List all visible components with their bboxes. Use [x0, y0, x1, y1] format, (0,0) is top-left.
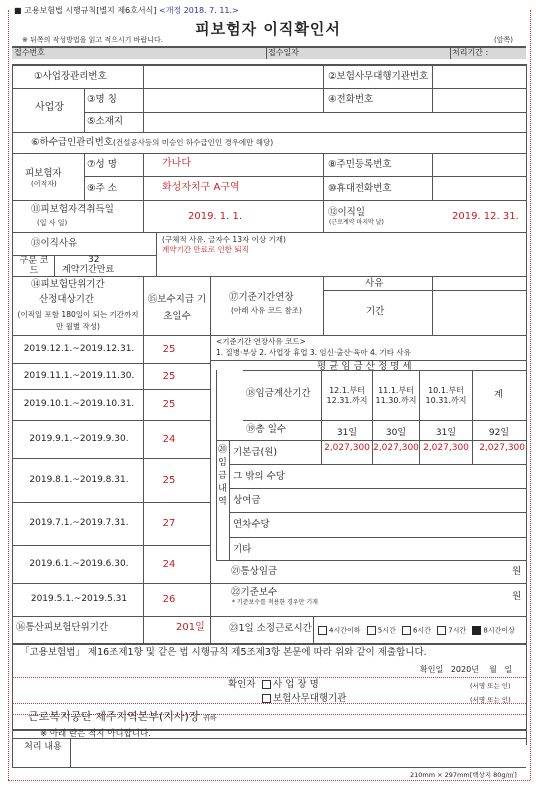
standard-pay-unit: 원	[512, 591, 522, 602]
standard-pay-label: ㉒기준보수	[231, 587, 278, 598]
agent-no-label: ②보험사무대행기관번호	[328, 71, 429, 82]
period-row-days[interactable]: 24	[162, 433, 176, 445]
base-pay-3[interactable]: 2,027,300	[423, 443, 469, 453]
base-pay-label: 기본급(원)	[233, 447, 278, 458]
period-column-header: 산정대상기간	[39, 294, 95, 305]
total-days-1: 31일	[336, 428, 358, 438]
period-row-days[interactable]: 24	[162, 558, 176, 570]
insured-address-value[interactable]: 화성자치구 A구역	[162, 182, 240, 193]
insured-rrn-field[interactable]	[434, 155, 524, 175]
hours-option-1-checkbox[interactable]	[318, 626, 327, 635]
workplace-mgmt-no-field[interactable]	[145, 66, 321, 86]
period-row-days[interactable]: 25	[162, 370, 176, 382]
daily-hours-options[interactable]: 4시간이하 5시간 6시간 7시간 8시간이상	[318, 626, 515, 635]
workplace-name-label: ③명 칭	[87, 94, 117, 105]
insured-address-label: ⑨주 소	[87, 183, 117, 194]
base-pay-1[interactable]: 2,027,300	[324, 443, 370, 453]
ordinary-wage-unit: 원	[512, 566, 522, 577]
other-allowance-label: 그 밖의 수당	[233, 471, 285, 482]
extension-code-title: <기준기간 연장사유 코드>	[216, 337, 306, 346]
period-row-days[interactable]: 26	[162, 594, 176, 605]
receipt-number-label: 접수번호	[14, 48, 45, 57]
workplace-phone-field[interactable]	[434, 90, 524, 110]
hours-option-3-checkbox[interactable]	[402, 626, 411, 635]
page-title: 피보험자 이직확인서	[195, 20, 341, 38]
hours-option-2-checkbox[interactable]	[367, 626, 376, 635]
total-days-sum: 92일	[488, 428, 510, 438]
insured-section-sub: (이직자)	[31, 180, 57, 188]
revision-note: <개정 2018. 7. 11.>	[159, 6, 239, 15]
ordinary-wage-label: ㉑통상임금	[231, 566, 278, 577]
extension-header: ⑰기준기간연장	[229, 292, 294, 303]
instruction-note: ※ 뒤쪽의 작성방법을 읽고 적으시기 바랍니다.	[22, 36, 163, 44]
insured-mobile-label: ⑩휴대전화번호	[328, 183, 392, 194]
insured-mobile-field[interactable]	[434, 178, 524, 198]
insured-name-label: ⑦성 명	[87, 159, 117, 170]
total-period-label: ⑯통산피보험단위기간	[16, 622, 109, 633]
workplace-signature[interactable]: (서명 또는 인)	[470, 682, 511, 690]
total-days-label: ⑲총 일수	[246, 424, 287, 435]
leave-reason-note: (구체적 사유. 글자수 13자 이상 기재)	[162, 235, 286, 244]
wage-period-3: 10.1.부터 10.31.까지	[425, 386, 467, 405]
period-column-note: (이직일 포함 180일이 되는 기간까지만 월별 작성)	[17, 310, 139, 331]
confirmer-agent-option[interactable]: 보험사무대행기관	[262, 694, 346, 704]
period-row-range[interactable]: 2019.8.1.~2019.8.31.	[29, 474, 129, 485]
base-pay-2[interactable]: 2,027,300	[373, 443, 419, 453]
acquire-date-label: ⑪피보험자격취득일	[31, 204, 114, 215]
annual-leave-pay-label: 연차수당	[233, 519, 270, 530]
processing-label: 처리 내용	[24, 742, 62, 752]
period-row-range[interactable]: 2019.6.1.~2019.6.30.	[29, 558, 129, 569]
wage-sum-label: 계	[494, 390, 503, 400]
reason-code-label: 구분 코드	[19, 256, 49, 276]
form-reference: ■ 고용보험법 시행규칙[별지 제6호서식] <개정 2018. 7. 11.>	[14, 6, 239, 15]
period-row-range[interactable]: 2019.7.1.~2019.7.31.	[29, 518, 129, 528]
leave-date-label: ⑫이직일	[328, 207, 366, 218]
pay-days-header: ⑮보수지급 기초일수	[147, 294, 207, 322]
total-days-2: 30일	[385, 428, 407, 438]
acquire-date-value[interactable]: 2019. 1. 1.	[188, 211, 243, 222]
wage-calc-period-label: ⑱임금계산기간	[246, 388, 311, 399]
insured-period-title: ⑭피보험단위기간	[31, 279, 105, 290]
etc-pay-label: 기타	[233, 544, 252, 555]
hours-option-4-checkbox[interactable]	[437, 626, 446, 635]
workplace-checkbox[interactable]	[262, 680, 271, 689]
leave-reason-label: ⑬이직사유	[31, 238, 78, 249]
daily-hours-label: ㉓1일 소정근로시간	[229, 623, 312, 634]
processing-period-label: 처리기간 :	[452, 48, 489, 57]
subcontract-label: ⑥하수급인관리번호(건설공사등의 미승인 하수급인인 경우에만 해당)	[31, 137, 274, 148]
footer-notice: ※ 아래 란은 적지 아니합니다.	[40, 729, 151, 739]
wage-title: 평 균 임 금 산 정 명 세	[317, 361, 412, 372]
workplace-section-label: 사업장	[35, 102, 64, 113]
extension-note: (아래 사유 코드 참조)	[231, 306, 302, 315]
receipt-date-label: 접수일자	[268, 48, 299, 57]
workplace-phone-label: ④전화번호	[328, 94, 374, 105]
legal-statement: 「고용보험법」 제16조제1항 및 같은 법 시행규칙 제5조제3항 본문에 따라 위와 같이 제출합니다.	[20, 647, 427, 658]
wage-period-2: 11.1.부터 11.30.까지	[375, 386, 417, 405]
period-row-range[interactable]: 2019.10.1.~2019.10.31.	[23, 399, 135, 409]
recipient-name: 근로복지공단 제주지역본부(지사)장 귀하	[28, 710, 217, 723]
period-row-days[interactable]: 27	[162, 518, 176, 529]
page-side: (앞쪽)	[494, 36, 513, 44]
agent-checkbox[interactable]	[262, 694, 271, 703]
period-row-days[interactable]: 25	[162, 399, 176, 410]
leave-date-sub: (근로계약 마지막 날)	[329, 219, 384, 226]
insured-section-label: 피보험자	[25, 168, 62, 179]
period-row-range[interactable]: 2019.9.1.~2019.9.30.	[29, 433, 129, 444]
leave-reason-value[interactable]: 계약기간 만료로 인한 퇴직	[162, 245, 249, 254]
agent-no-field[interactable]	[434, 66, 524, 86]
base-pay-sum[interactable]: 2,027,300	[479, 443, 525, 453]
extension-code-body: 1. 질병·부상 2. 사업장 휴업 3. 임신·출산·육아 4. 기타 사유	[216, 348, 411, 357]
insured-rrn-label: ⑧주민등록번호	[328, 159, 392, 170]
period-row-range[interactable]: 2019.5.1.~2019.5.31	[30, 594, 128, 604]
wage-period-1: 12.1.부터 12.31.까지	[326, 386, 368, 405]
bonus-label: 상여금	[233, 495, 261, 506]
acquire-date-sub: (입 사 일)	[37, 219, 68, 227]
paper-spec: 210mm × 297mm[백상지 80g/㎡]	[410, 771, 517, 779]
reason-code-value[interactable]: 32	[88, 255, 100, 265]
period-row-range[interactable]: 2019.11.1.~2019.11.30.	[23, 370, 135, 381]
period-row-days[interactable]: 25	[162, 343, 176, 355]
insured-name-value[interactable]: 가나다	[162, 158, 191, 169]
workplace-address-field[interactable]	[145, 114, 524, 131]
hours-option-5-checkbox[interactable]	[472, 626, 481, 635]
workplace-mgmt-no-label: ①사업장관리번호	[34, 71, 107, 82]
extension-period-header: 기간	[366, 306, 385, 317]
wage-detail-side-label: ⑳임금내역	[217, 445, 227, 507]
extension-reason-header: 사유	[365, 278, 384, 289]
total-period-value[interactable]: 201일	[176, 622, 205, 633]
confirm-date: 확인일 2020년 월 일	[420, 665, 513, 674]
agent-signature[interactable]: (서명 또는 인)	[470, 696, 511, 704]
leave-date-value[interactable]: 2019. 12. 31.	[452, 211, 519, 222]
standard-pay-note: * 기준보수를 적용한 경우만 기재	[232, 599, 318, 606]
workplace-name-field[interactable]	[145, 90, 321, 110]
period-row-range[interactable]: 2019.12.1.~2019.12.31.	[23, 343, 135, 354]
confirmer-label: 확인자	[228, 679, 256, 690]
workplace-address-label: ⑤소재지	[87, 116, 124, 127]
confirmer-workplace-option[interactable]: 사 업 장 명	[262, 680, 319, 690]
total-days-3: 31일	[435, 428, 457, 438]
reason-code-text: 계약기간만료	[62, 265, 115, 275]
period-row-days[interactable]: 25	[162, 474, 176, 486]
